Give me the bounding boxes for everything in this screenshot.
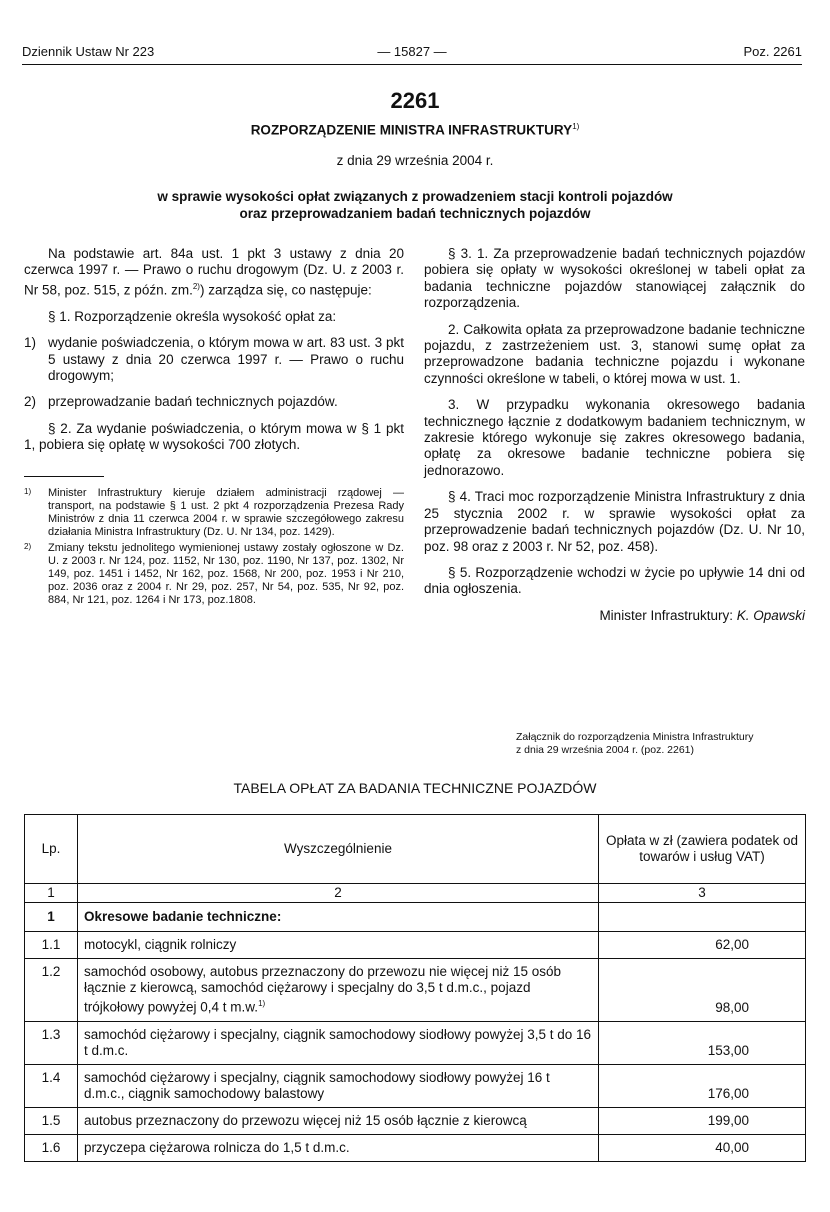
section-label: Okresowe badanie techniczne: bbox=[78, 903, 599, 932]
footnote-text: Minister Infrastruktury kieruje działem administracji rządowej — transport, na podstawie § 1 ust. 2 pkt 4 rozporządzenia Prezesa Rady Ministrów z dnia 11 czerwca 2004 r. w sprawie szczegółowego zakresu działania Ministra Infrastruktury (Dz. U. Nr 134, poz. 1429). bbox=[48, 486, 404, 538]
running-header bbox=[22, 44, 802, 65]
signature-role: Minister Infrastruktury: bbox=[599, 607, 737, 623]
table-header-row bbox=[25, 815, 806, 884]
preamble-text: Na podstawie art. 84a ust. 1 pkt 3 ustawy z dnia 20 czerwca 1997 r. — Prawo o ruchu drogowym (Dz. U. z 2003 r. Nr 58, poz. 515, z późn. zm. bbox=[24, 246, 404, 298]
annex-line-1: Załącznik do rozporządzenia Ministra Infrastruktury bbox=[516, 731, 754, 743]
list-number: 2) bbox=[24, 394, 37, 410]
row-description-text: przyczepa ciężarowa rolnicza do 1,5 t d.m.c. bbox=[84, 1139, 350, 1155]
row-footnote-ref: 1) bbox=[258, 999, 266, 1008]
annex-note bbox=[516, 731, 754, 757]
row-lp: 1.6 bbox=[25, 1134, 78, 1161]
row-lp: 1.4 bbox=[25, 1064, 78, 1107]
preamble bbox=[24, 246, 404, 299]
preamble-text-end: ) zarządza się, co następuje: bbox=[199, 282, 372, 298]
table-row bbox=[25, 1021, 806, 1064]
document-date: z dnia 29 września 2004 r. bbox=[336, 153, 494, 168]
footnote-mark: 1) bbox=[24, 486, 32, 496]
paragraph-3: § 3. 1. Za przeprowadzenie badań technicznych pojazdów pobiera się opłaty w wysokości określonej w tabeli opłat za badania techniczne pojazdów stanowiącej załącznik do rozporządzenia. bbox=[424, 246, 805, 311]
position-number: Poz. 2261 bbox=[743, 44, 802, 59]
footnote-mark: 2) bbox=[24, 541, 32, 551]
subject-line-1: w sprawie wysokości opłat związanych z prowadzeniem stacji kontroli pojazdów bbox=[157, 189, 673, 204]
paragraph-5: § 5. Rozporządzenie wchodzi w życie po upływie 14 dni od dnia ogłoszenia. bbox=[424, 564, 805, 597]
row-description-text: samochód osobowy, autobus przeznaczony do przewozu nie więcej niż 15 osób łącznie z kierowcą, samochód ciężarowy i specjalny do 3,5 t d.m.c., pojazd trójkołowy powyżej 0,4 t m.w. bbox=[84, 964, 562, 1015]
header-description: Wyszczególnienie bbox=[78, 815, 599, 884]
signature-name: K. Opawski bbox=[736, 607, 805, 623]
title-footnote-ref: 1) bbox=[572, 122, 580, 131]
row-description bbox=[78, 1021, 599, 1064]
section-row bbox=[25, 903, 806, 932]
fees-table bbox=[24, 814, 806, 1162]
row-description-text: autobus przeznaczony do przewozu więcej niż 15 osób łącznie z kierowcą bbox=[84, 1112, 527, 1128]
section-lp: 1 bbox=[25, 903, 78, 932]
row-lp: 1.5 bbox=[25, 1107, 78, 1134]
list-item-2 bbox=[24, 394, 404, 410]
paragraph-3-2: 2. Całkowita opłata za przeprowadzone badanie techniczne pojazdu, z zastrzeżeniem ust. 3, stanowi sumę opłat za przeprowadzone badania techniczne pojazdu i wykonane czynności określone w tabeli, o której mowa w ust. 1. bbox=[424, 321, 805, 386]
list-number: 1) bbox=[24, 335, 37, 351]
journal-title: Dziennik Ustaw Nr 223 bbox=[22, 44, 155, 59]
header-lp: Lp. bbox=[25, 815, 78, 884]
paragraph-4: § 4. Traci moc rozporządzenie Ministra Infrastruktury z dnia 25 stycznia 2002 r. w sprawie wysokości opłat za przeprowadzenie badań technicznych pojazdów (Dz. U. Nr 10, poz. 98 oraz z 2003 r. Nr 52, poz. 458). bbox=[424, 489, 805, 554]
row-description-text: samochód ciężarowy i specjalny, ciągnik samochodowy siodłowy powyżej 16 t d.m.c., ciągnik samochodowy balastowy bbox=[84, 1069, 550, 1101]
row-fee: 199,00 bbox=[599, 1107, 806, 1134]
row-description bbox=[78, 1064, 599, 1107]
table-row bbox=[25, 1107, 806, 1134]
list-item-text: wydanie poświadczenia, o którym mowa w art. 83 ust. 3 pkt 5 ustawy z dnia 20 czerwca 1997 r. — Prawo o ruchu drogowym; bbox=[48, 335, 404, 383]
list-item-text: przeprowadzanie badań technicznych pojazdów. bbox=[48, 394, 338, 410]
document-title-text: ROZPORZĄDZENIE MINISTRA INFRASTRUKTURY bbox=[250, 122, 573, 138]
row-description bbox=[78, 959, 599, 1022]
table-title: TABELA OPŁAT ZA BADANIA TECHNICZNE POJAZDÓW bbox=[233, 780, 597, 796]
page-number: — 15827 — bbox=[377, 44, 447, 59]
document-subject bbox=[80, 188, 750, 222]
index-3: 3 bbox=[599, 884, 806, 903]
footnote-2 bbox=[24, 542, 404, 607]
paragraph-1: § 1. Rozporządzenie określa wysokość opłat za: bbox=[48, 308, 337, 324]
subject-line-2: oraz przeprowadzaniem badań technicznych pojazdów bbox=[239, 206, 591, 221]
row-description bbox=[78, 1134, 599, 1161]
row-description bbox=[78, 932, 599, 959]
footnote-divider bbox=[24, 476, 104, 477]
left-column bbox=[24, 246, 404, 610]
preamble-footnote-ref: 2) bbox=[192, 281, 200, 291]
document-title bbox=[0, 122, 830, 138]
row-fee: 62,00 bbox=[599, 932, 806, 959]
right-column bbox=[424, 246, 805, 634]
row-fee: 98,00 bbox=[599, 959, 806, 1022]
row-fee: 176,00 bbox=[599, 1064, 806, 1107]
header-fee: Opłata w zł (zawiera podatek od towarów i usług VAT) bbox=[599, 815, 806, 884]
row-description-text: motocykl, ciągnik rolniczy bbox=[84, 937, 237, 952]
signature bbox=[424, 608, 805, 624]
paragraph-3-3: 3. W przypadku wykonania okresowego badania technicznego łącznie z dodatkowym badaniem technicznym, w zakresie którego wykonuje się zakres okresowego badania, opłatę za okresowe badanie techniczne pobiera się jednorazowo. bbox=[424, 397, 805, 478]
section-fee-empty bbox=[599, 903, 806, 932]
column-index-row bbox=[25, 884, 806, 903]
annex-line-2: z dnia 29 września 2004 r. (poz. 2261) bbox=[516, 744, 695, 756]
table-row bbox=[25, 1064, 806, 1107]
table-row bbox=[25, 959, 806, 1022]
table-row bbox=[25, 932, 806, 959]
table-row bbox=[25, 1134, 806, 1161]
row-lp: 1.2 bbox=[25, 959, 78, 1022]
row-fee: 40,00 bbox=[599, 1134, 806, 1161]
row-description bbox=[78, 1107, 599, 1134]
row-description-text: samochód ciężarowy i specjalny, ciągnik samochodowy siodłowy powyżej 3,5 t do 16 t d.m.c. bbox=[84, 1026, 592, 1058]
row-lp: 1.1 bbox=[25, 932, 78, 959]
footnote-text: Zmiany tekstu jednolitego wymienionej ustawy zostały ogłoszone w Dz. U. z 2003 r. Nr 124, poz. 1152, Nr 130, poz. 1190, Nr 137, poz. 1302, Nr 149, poz. 1451 i 1452, Nr 162, poz. 1568, Nr 200, poz. 1953 i Nr 210, poz. 2036 oraz z 2004 r. Nr 29, poz. 257, Nr 54, poz. 535, Nr 92, poz. 884, Nr 121, poz. 1264 i Nr 173, poz.1808. bbox=[48, 541, 404, 606]
row-fee: 153,00 bbox=[599, 1021, 806, 1064]
list-item-1 bbox=[24, 335, 404, 384]
row-lp: 1.3 bbox=[25, 1021, 78, 1064]
index-2: 2 bbox=[78, 884, 599, 903]
paragraph-2: § 2. Za wydanie poświadczenia, o którym mowa w § 1 pkt 1, pobiera się opłatę w wysokości 700 złotych. bbox=[24, 420, 404, 453]
footnote-1 bbox=[24, 487, 404, 539]
index-1: 1 bbox=[25, 884, 78, 903]
document-number: 2261 bbox=[390, 88, 440, 113]
